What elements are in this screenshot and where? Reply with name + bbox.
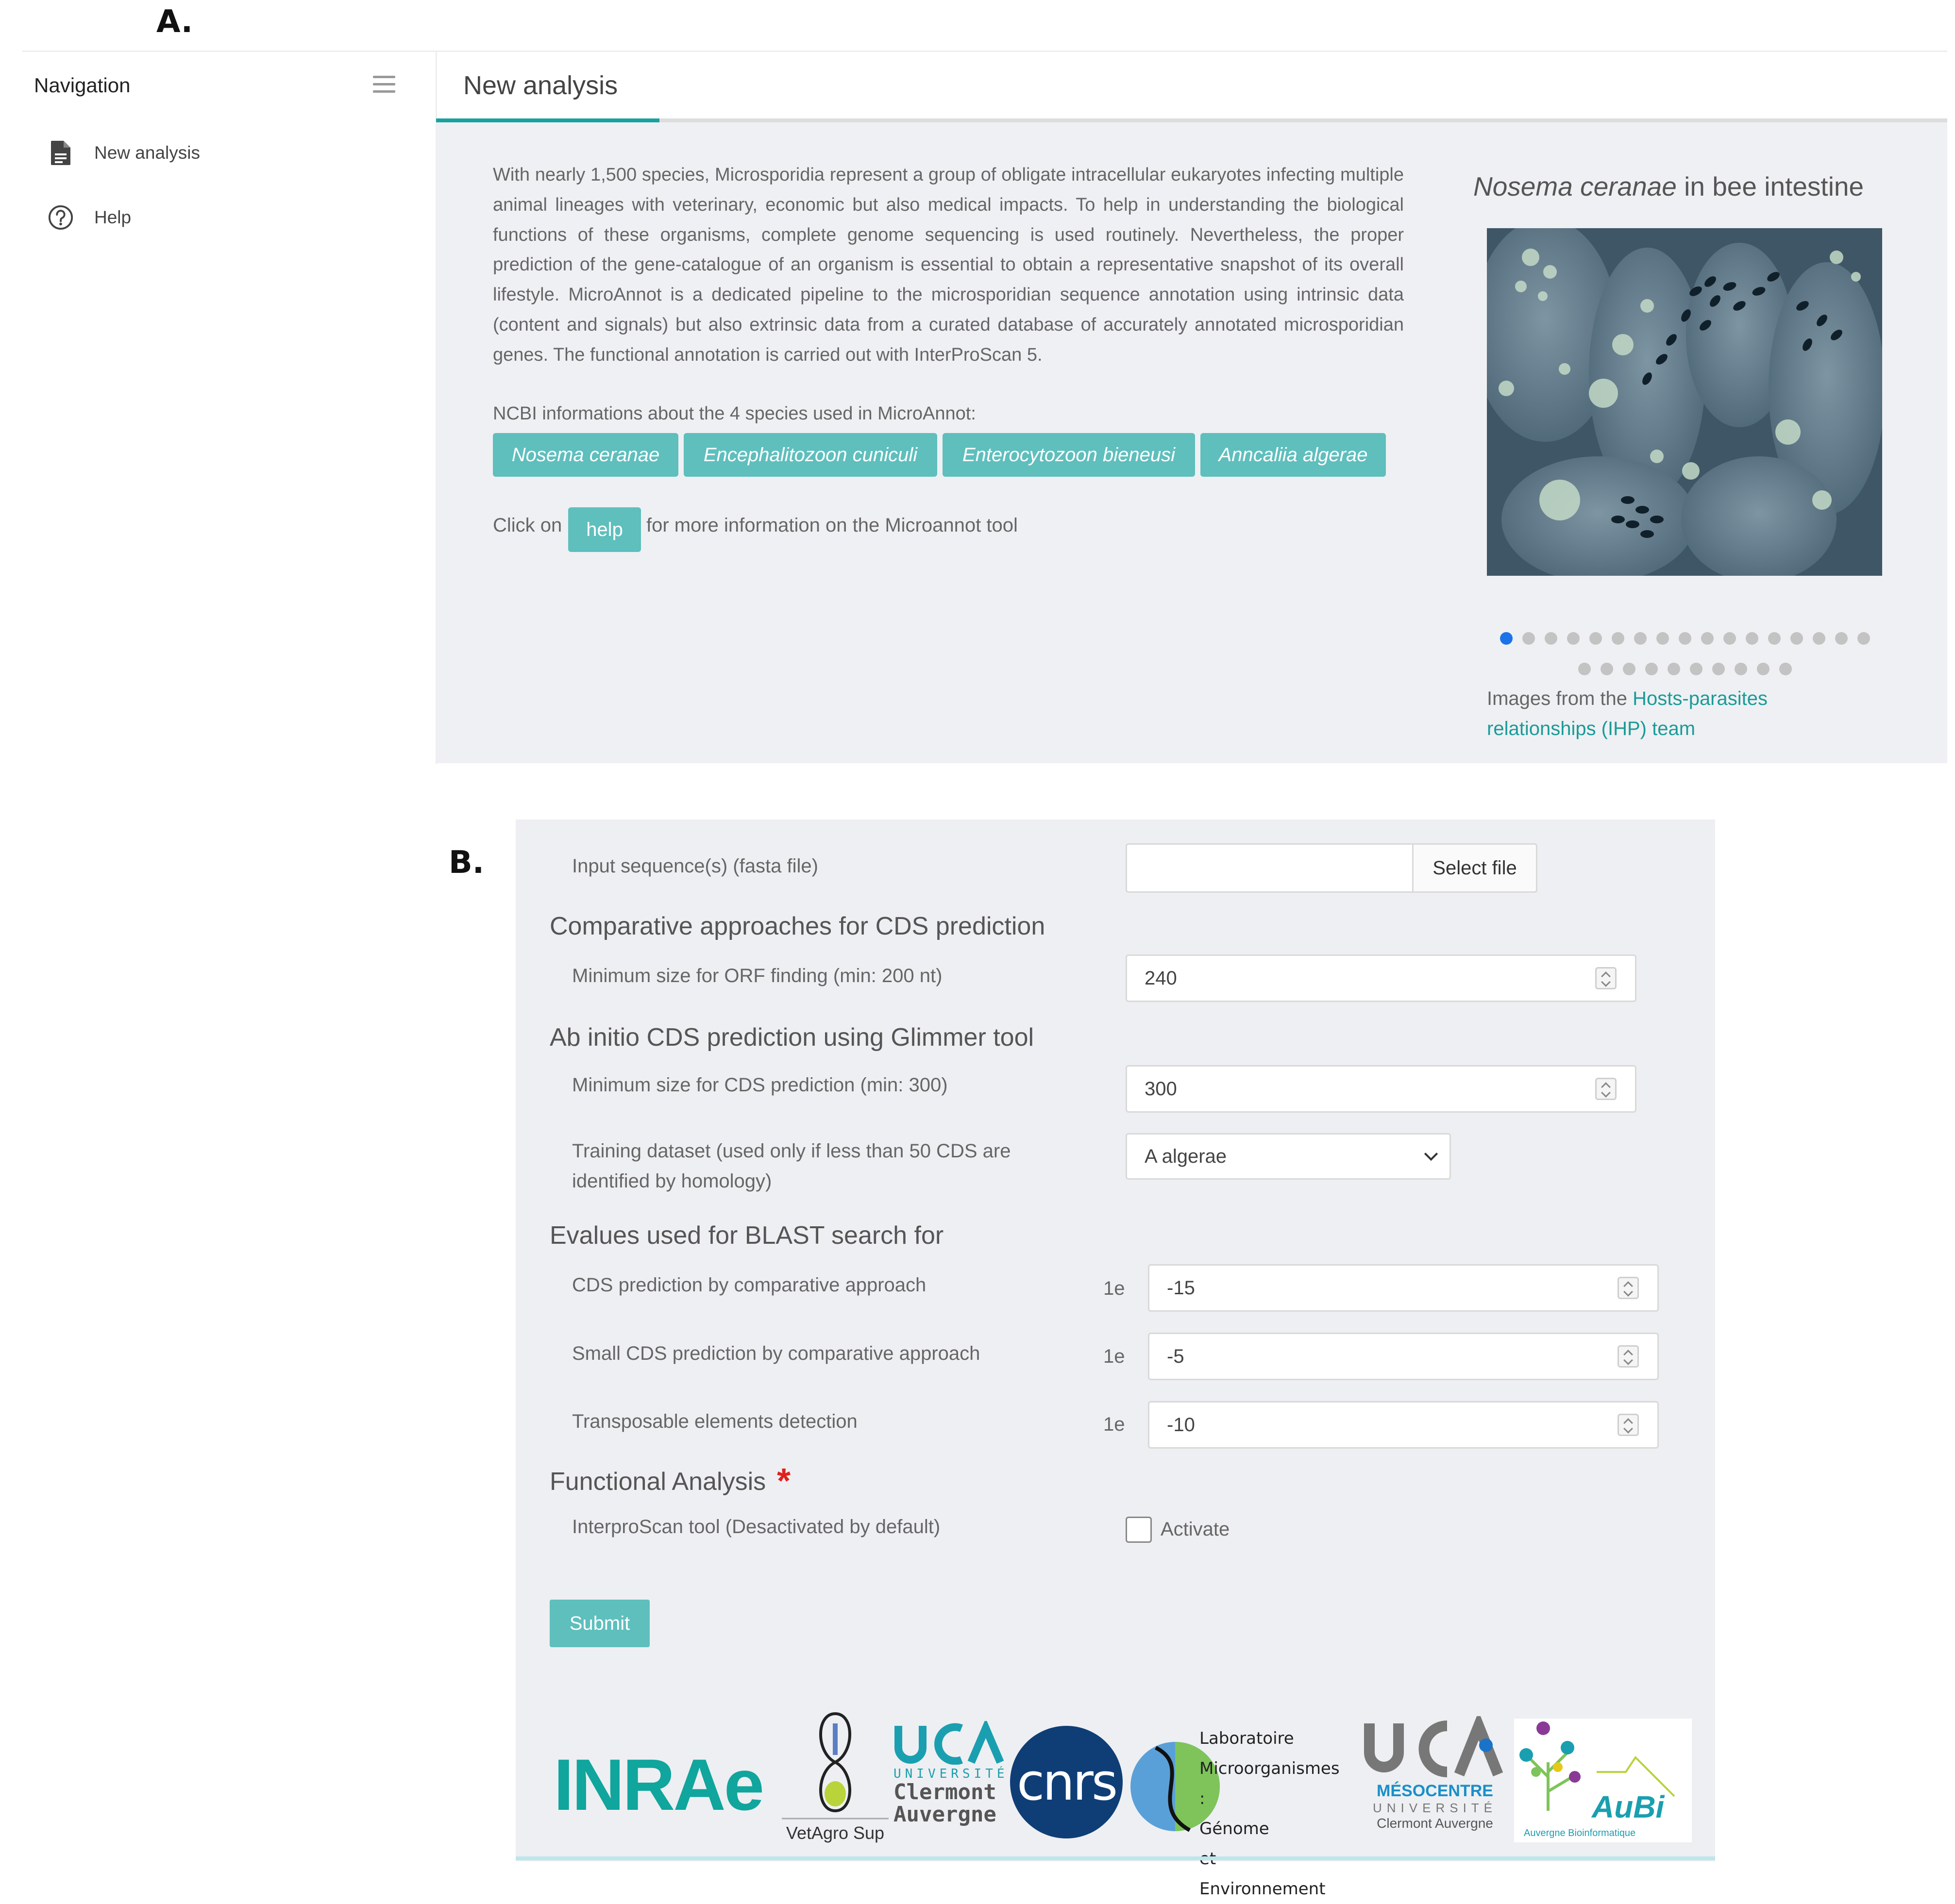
form-bottom-border — [516, 1856, 1715, 1860]
carousel-dot[interactable] — [1679, 632, 1691, 645]
caption-rest: in bee intestine — [1676, 171, 1864, 201]
evalue-prefix: 1e — [1103, 1278, 1125, 1299]
carousel-dot[interactable] — [1500, 632, 1513, 645]
microscopy-image — [1487, 228, 1882, 576]
document-icon — [48, 140, 74, 166]
carousel-dot[interactable] — [1857, 632, 1870, 645]
panel-label-b: B. — [449, 845, 485, 881]
lmge-text — [1199, 1723, 1340, 1904]
evalue-stepper-transposable[interactable] — [1618, 1414, 1639, 1436]
uca-logo — [893, 1721, 1015, 1826]
hamburger-icon[interactable] — [373, 76, 395, 95]
evalue-input-transposable[interactable] — [1148, 1401, 1659, 1449]
lmge-line: Laboratoire — [1199, 1729, 1294, 1748]
cnrs-text: cnrs — [1016, 1753, 1116, 1812]
section-evalues: Evalues used for BLAST search for — [550, 1221, 944, 1250]
carousel-dot[interactable] — [1545, 632, 1557, 645]
carousel-dot[interactable] — [1701, 632, 1714, 645]
training-dataset-select[interactable] — [1126, 1133, 1451, 1180]
carousel-dot[interactable] — [1735, 663, 1747, 675]
carousel-dot[interactable] — [1712, 663, 1725, 675]
evalue-prefix: 1e — [1103, 1346, 1125, 1367]
carousel-dot[interactable] — [1768, 632, 1781, 645]
mesocentre-clermont: Clermont Auvergne — [1377, 1816, 1493, 1831]
intro-text: With nearly 1,500 species, Microsporidia represent a group of obligate intracellular eukaryotes infecting multiple animal lineages with veterinary, economic but also medical impacts. To help in understanding the biological functions of these organisms, complete genome sequencing is used routinely. Nevertheless, the proper prediction of the gene-catalogue of an organism is essential to obtain a representative snapshot of its overall lifestyle. MicroAnnot is a dedicated pipeline to the microsporidian sequence annotation using intrinsic data (content and signals) but also extrinsic data from a curated database of accurately annotated microsporidian genes. The functional annotation is carried out with InterProScan 5. — [493, 165, 1404, 365]
carousel-dot[interactable] — [1746, 632, 1758, 645]
header-divider — [22, 50, 1947, 52]
sidebar-title: Navigation — [34, 74, 131, 97]
evalue-value-cds: -15 — [1167, 1277, 1195, 1299]
sidebar-item-label: Help — [94, 207, 132, 227]
evalue-value-transposable: -10 — [1167, 1414, 1195, 1436]
sidebar-item-label: New analysis — [94, 143, 200, 163]
image-caption — [1473, 171, 1864, 202]
orf-size-stepper[interactable] — [1595, 967, 1617, 989]
evalue-stepper-cds[interactable] — [1618, 1277, 1639, 1299]
carousel-dot[interactable] — [1835, 632, 1848, 645]
lmge-line: Environnement — [1199, 1879, 1326, 1899]
uca-clermont: Clermont — [893, 1780, 996, 1804]
vetagro-text: VetAgro Sup — [786, 1823, 885, 1843]
aubi-text: AuBi — [1592, 1789, 1665, 1824]
sidebar-item-help[interactable] — [48, 200, 131, 234]
carousel-dot[interactable] — [1668, 663, 1680, 675]
credit-prefix: Images from the — [1487, 688, 1633, 709]
tab-new-analysis[interactable]: New analysis — [463, 71, 618, 100]
question-circle-icon — [48, 204, 74, 231]
cds-size-stepper[interactable] — [1595, 1078, 1617, 1100]
ihp-team-link[interactable]: Hosts-parasites relationships (IHP) team — [1487, 688, 1768, 739]
carousel-dots-row2 — [1496, 663, 1874, 675]
carousel-dot[interactable] — [1690, 663, 1702, 675]
uca-auvergne: Auvergne — [893, 1802, 996, 1827]
species-button-enterocytozoon[interactable]: Enterocytozoon bieneusi — [943, 433, 1195, 477]
cnrs-logo — [1010, 1726, 1123, 1838]
carousel-dot[interactable] — [1656, 632, 1669, 645]
help-suffix-text: for more information on the Microannot tool — [646, 515, 1018, 536]
orf-size-label: Minimum size for ORF finding (min: 200 nt) — [572, 965, 943, 986]
carousel-dots-row1 — [1496, 632, 1874, 645]
submit-button[interactable]: Submit — [550, 1600, 650, 1647]
evalue-label-transposable: Transposable elements detection — [572, 1411, 858, 1432]
mesocentre-logo — [1360, 1716, 1510, 1831]
lmge-logo — [1127, 1723, 1340, 1899]
help-prefix-text: Click on — [493, 515, 562, 536]
lmge-line: Microorganismes : — [1199, 1759, 1340, 1808]
evalue-input-cds[interactable] — [1148, 1264, 1659, 1312]
evalue-stepper-small-cds[interactable] — [1618, 1345, 1639, 1368]
orf-size-input[interactable] — [1126, 954, 1636, 1002]
vetagro-emblem — [777, 1709, 893, 1820]
carousel-dot[interactable] — [1623, 663, 1635, 675]
carousel-dot[interactable] — [1567, 632, 1580, 645]
activate-label[interactable]: Activate — [1161, 1519, 1230, 1540]
species-button-nosema[interactable]: Nosema ceranae — [493, 433, 678, 477]
tab-rule — [436, 118, 1947, 122]
cds-size-label: Minimum size for CDS prediction (min: 300) — [572, 1074, 948, 1096]
help-button[interactable]: help — [568, 507, 641, 552]
image-credit — [1487, 684, 1817, 744]
activate-checkbox[interactable] — [1126, 1517, 1152, 1543]
mesocentre-universite: UNIVERSITÉ — [1372, 1801, 1498, 1815]
mesocentre-emblem — [1362, 1716, 1508, 1779]
input-sequence-label: Input sequence(s) (fasta file) — [572, 855, 818, 877]
evalue-label-cds: CDS prediction by comparative approach — [572, 1274, 927, 1296]
carousel-dot[interactable] — [1601, 663, 1613, 675]
uca-emblem — [893, 1721, 1005, 1765]
carousel-dot[interactable] — [1645, 663, 1658, 675]
lmge-line: Génome — [1199, 1819, 1269, 1838]
caption-species: Nosema ceranae — [1473, 171, 1677, 201]
species-button-encephalitozoon[interactable]: Encephalitozoon cuniculi — [684, 433, 937, 477]
carousel-dot[interactable] — [1757, 663, 1770, 675]
cds-size-input[interactable] — [1126, 1065, 1636, 1113]
carousel-dot[interactable] — [1589, 632, 1602, 645]
carousel-dot[interactable] — [1522, 632, 1535, 645]
section-abinitio: Ab initio CDS prediction using Glimmer tool — [550, 1023, 1034, 1052]
select-file-button[interactable]: Select file — [1412, 843, 1537, 893]
mesocentre-title: MÉSOCENTRE — [1377, 1782, 1493, 1800]
panel-label-a: A. — [156, 4, 193, 40]
species-button-anncaliia[interactable]: Anncaliia algerae — [1200, 433, 1386, 477]
vetagro-logo — [777, 1709, 893, 1854]
interproscan-label: InterproScan tool (Desactivated by default) — [572, 1516, 941, 1537]
aubi-logo — [1514, 1719, 1692, 1842]
evalue-label-small-cds: Small CDS prediction by comparative approach — [572, 1343, 980, 1364]
section-comparative: Comparative approaches for CDS prediction — [550, 912, 1045, 940]
aubi-subtitle: Auvergne Bioinformatique — [1524, 1828, 1636, 1838]
carousel-dot[interactable] — [1634, 632, 1647, 645]
required-asterisk: * — [777, 1462, 791, 1501]
chevron-down-icon — [1424, 1147, 1438, 1161]
inrae-logo: INRAe — [554, 1744, 763, 1825]
evalue-input-small-cds[interactable] — [1148, 1333, 1659, 1380]
training-dataset-label: Training dataset (used only if less than 50 CDS are identified by homology) — [572, 1140, 1011, 1192]
evalue-prefix: 1e — [1103, 1414, 1125, 1435]
cds-size-value: 300 — [1145, 1078, 1177, 1100]
orf-size-value: 240 — [1145, 967, 1177, 989]
uca-universite: UNIVERSITÉ — [893, 1767, 1009, 1781]
carousel-dot[interactable] — [1612, 632, 1624, 645]
carousel-dot[interactable] — [1813, 632, 1825, 645]
sidebar-item-new-analysis[interactable] — [48, 136, 200, 170]
evalue-value-small-cds: -5 — [1167, 1345, 1184, 1367]
carousel-dot[interactable] — [1723, 632, 1736, 645]
section-functional: Functional Analysis — [550, 1468, 766, 1496]
carousel-dot[interactable] — [1578, 663, 1591, 675]
carousel-dot[interactable] — [1779, 663, 1792, 675]
carousel-dot[interactable] — [1790, 632, 1803, 645]
ncbi-heading: NCBI informations about the 4 species used in MicroAnnot: — [493, 403, 976, 424]
tab-active-indicator — [436, 118, 659, 122]
training-dataset-value: A algerae — [1145, 1145, 1227, 1167]
